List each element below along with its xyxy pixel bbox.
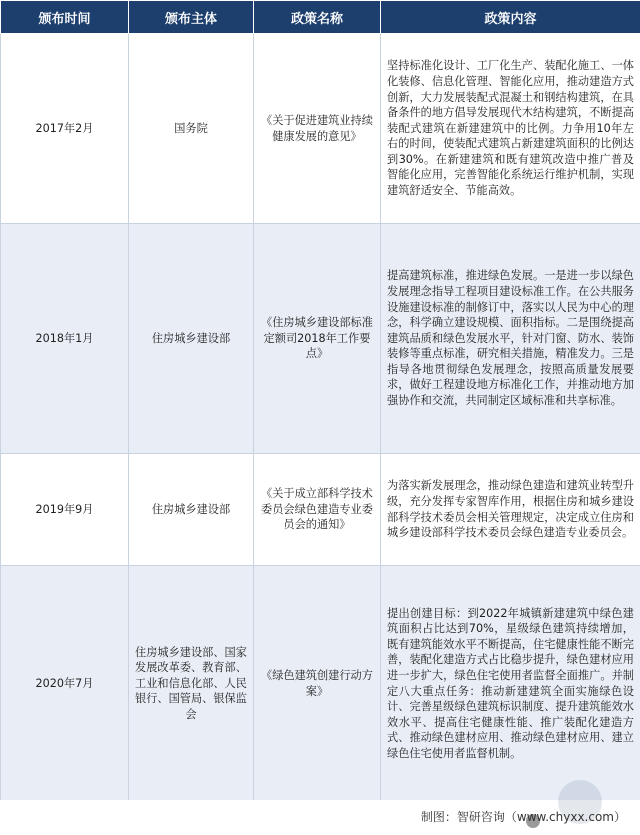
row-policy-name: 《住房城乡建设部标准定额司2018年工作要点》 bbox=[254, 224, 381, 454]
header-policy-content: 政策内容 bbox=[381, 1, 640, 34]
row-policy-content: 为落实新发展理念，推动绿色建造和建筑业转型升级，充分发挥专家智库作用，根据住房和城乡建设部科学技术委员会相关管理规定，决定成立住房和城乡建设部科学技术委员会绿色建造专业委员会。 bbox=[381, 454, 640, 566]
row-issuer: 住房城乡建设部 bbox=[129, 224, 254, 454]
row-issuer: 住房城乡建设部、国家发展改革委、教育部、工业和信息化部、人民银行、国管局、银保监会 bbox=[129, 566, 254, 802]
table-row bbox=[1, 224, 640, 454]
row-policy-content: 提高建筑标准，推进绿色发展。一是进一步以绿色发展理念指导工程项目建设标准工作。在公共服务设施建设标准的制修订中，落实以人民为中心的理念，科学确立建设规模、面积指标。二是围绕提高建筑品质和绿色发展水平，针对门窗、防水、装饰装修等重点标准，研究相关措施，精准发力。三是指导各地贯彻绿色发展理念，按照高质量发展要求，做好工程建设地方标准化工作，并推动地方加强协作和交流，共同制定区域标准和共享标准。 bbox=[381, 224, 640, 454]
row-policy-name: 《关于成立部科学技术委员会绿色建造专业委员会的通知》 bbox=[254, 454, 381, 566]
row-policy-name: 《关于促进建筑业持续健康发展的意见》 bbox=[254, 34, 381, 224]
table-row bbox=[1, 566, 640, 802]
row-date: 2020年7月 bbox=[1, 566, 129, 802]
row-policy-content: 坚持标准化设计、工厂化生产、装配化施工、一体化装修、信息化管理、智能化应用，推动建造方式创新，大力发展装配式混凝土和钢结构建筑，在具备条件的地方倡导发展现代木结构建筑，不断提高装配式建筑在新建建筑中的比例。力争用10年左右的时间，使装配式建筑占新建建筑面积的比例达到30%。在新建建筑和既有建筑改造中推广普及智能化应用，完善智能化系统运行维护机制，实现建筑舒适安全、节能高效。 bbox=[381, 34, 640, 224]
row-issuer: 国务院 bbox=[129, 34, 254, 224]
header-issuer: 颁布主体 bbox=[129, 1, 254, 34]
header-policy-name: 政策名称 bbox=[254, 1, 381, 34]
table-row bbox=[1, 454, 640, 566]
footer bbox=[0, 800, 640, 835]
header-date: 颁布时间 bbox=[1, 1, 129, 34]
row-date: 2019年9月 bbox=[1, 454, 129, 566]
row-date: 2017年2月 bbox=[1, 34, 129, 224]
row-policy-content: 提出创建目标：到2022年城镇新建建筑中绿色建筑面积占比达到70%，星级绿色建筑持续增加，既有建筑能效水平不断提高，住宅健康性能不断完善，装配化建造方式占比稳步提升，绿色建材应用进一步扩大，绿色住宅使用者监督全面推广。并制定八大重点任务：推动新建建筑全面实施绿色设计、完善星级绿色建筑标识制度、提升建筑能效水效水平、提高住宅健康性能、推广装配化建造方式、推动绿色建材应用、推动绿色建材应用、建立绿色住宅使用者监督机制。 bbox=[381, 566, 640, 802]
row-policy-name: 《绿色建筑创建行动方案》 bbox=[254, 566, 381, 802]
table-header-row bbox=[1, 1, 640, 34]
source-caption: 制图：智研咨询（www.chyxx.com） bbox=[420, 810, 626, 824]
row-issuer: 住房城乡建设部 bbox=[129, 454, 254, 566]
table-row bbox=[1, 34, 640, 224]
row-date: 2018年1月 bbox=[1, 224, 129, 454]
